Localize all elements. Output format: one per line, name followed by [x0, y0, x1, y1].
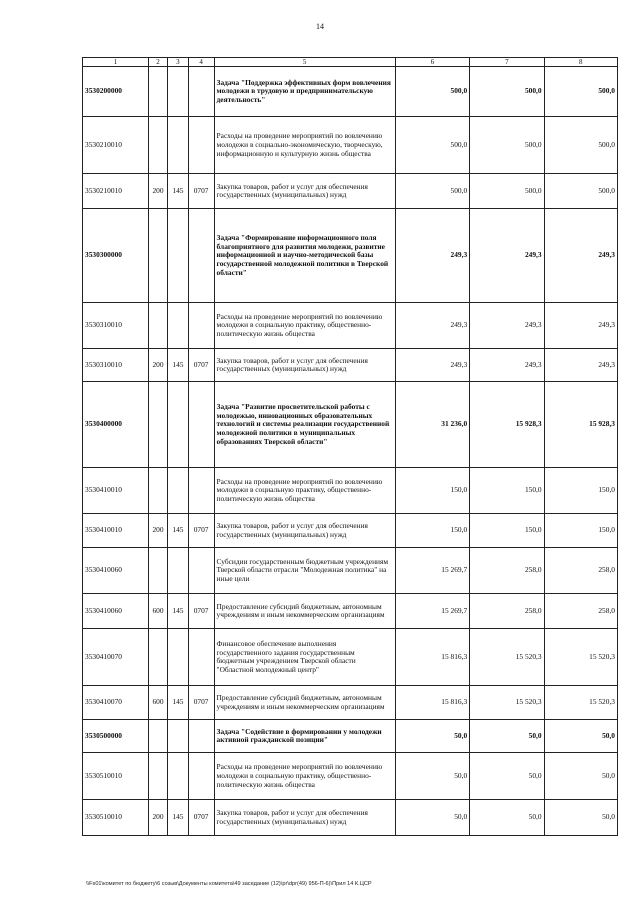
- cell: [148, 629, 167, 686]
- description-cell: Расходы на проведение мероприятий по вовлечению молодежи в социальную практику, общественно-политическую жизнь общества: [214, 753, 395, 800]
- description-cell: Задача "Формирование информационного поля благоприятного для развития молодежи, развитие информационной и научно-методической базы государственной молодежной политики в Тверской области": [214, 209, 395, 303]
- column-header: 5: [214, 58, 395, 67]
- cell: 200: [148, 800, 167, 836]
- cell: [148, 209, 167, 303]
- cell: [168, 629, 188, 686]
- table-row: [83, 209, 618, 303]
- cell: 145: [168, 514, 188, 548]
- cell: [168, 753, 188, 800]
- value-cell: 500,0: [470, 174, 544, 209]
- value-cell: 258,0: [544, 548, 617, 594]
- cell: 0707: [188, 800, 214, 836]
- value-cell: 15 520,3: [470, 629, 544, 686]
- description-cell: Задача "Поддержка эффективных форм вовлечения молодежи в трудовую и предпринимательскую деятельность": [214, 67, 395, 117]
- cell: [168, 720, 188, 753]
- cell: 200: [148, 514, 167, 548]
- value-cell: 249,3: [470, 303, 544, 349]
- value-cell: 15 520,3: [544, 629, 617, 686]
- cell: [148, 548, 167, 594]
- value-cell: 50,0: [544, 720, 617, 753]
- cell: 0707: [188, 514, 214, 548]
- code-cell: 3530410060: [83, 548, 149, 594]
- table-row: [83, 67, 618, 117]
- cell: [168, 468, 188, 514]
- cell: [168, 209, 188, 303]
- column-header: 3: [168, 58, 188, 67]
- value-cell: 150,0: [395, 514, 469, 548]
- value-cell: 15 269,7: [395, 594, 469, 629]
- cell: [168, 548, 188, 594]
- file-path-footer: \\Fs01\комитет по бюджету\6 созыв\Документы комитета\49 заседание (12)\pr\dpr(49) 956-П-6)\Прил 14 К.ЦСР: [86, 881, 372, 887]
- value-cell: 500,0: [395, 117, 469, 174]
- cell: 600: [148, 686, 167, 720]
- column-header: 2: [148, 58, 167, 67]
- value-cell: 500,0: [395, 67, 469, 117]
- table-row: [83, 349, 618, 382]
- value-cell: 500,0: [470, 117, 544, 174]
- value-cell: 50,0: [470, 720, 544, 753]
- column-header: 4: [188, 58, 214, 67]
- cell: 145: [168, 594, 188, 629]
- value-cell: 150,0: [395, 468, 469, 514]
- table-row: [83, 629, 618, 686]
- table-row: [83, 303, 618, 349]
- cell: [168, 382, 188, 468]
- cell: [148, 117, 167, 174]
- table-row: [83, 548, 618, 594]
- description-cell: Финансовое обеспечение выполнения государственного задания государственным бюджетным учреждением Тверской области "Областной молодежный центр": [214, 629, 395, 686]
- value-cell: 50,0: [544, 800, 617, 836]
- cell: 145: [168, 349, 188, 382]
- code-cell: 3530310010: [83, 303, 149, 349]
- description-cell: Предоставление субсидий бюджетным, автономным учреждениям и иным некоммерческим организациям: [214, 594, 395, 629]
- value-cell: 258,0: [544, 594, 617, 629]
- value-cell: 150,0: [544, 468, 617, 514]
- value-cell: 249,3: [470, 349, 544, 382]
- table-row: [83, 753, 618, 800]
- value-cell: 50,0: [470, 800, 544, 836]
- table-row: [83, 174, 618, 209]
- value-cell: 50,0: [395, 720, 469, 753]
- value-cell: 50,0: [395, 753, 469, 800]
- code-cell: 3530410070: [83, 686, 149, 720]
- table-row: [83, 594, 618, 629]
- cell: [188, 117, 214, 174]
- value-cell: 150,0: [470, 468, 544, 514]
- cell: 0707: [188, 594, 214, 629]
- table-row: [83, 468, 618, 514]
- description-cell: Субсидии государственным бюджетным учреждениям Тверской области отрасли "Молодежная политика" на иные цели: [214, 548, 395, 594]
- value-cell: 500,0: [470, 67, 544, 117]
- value-cell: 15 520,3: [544, 686, 617, 720]
- value-cell: 500,0: [544, 174, 617, 209]
- cell: [188, 548, 214, 594]
- code-cell: 3530310010: [83, 349, 149, 382]
- code-cell: 3530210010: [83, 117, 149, 174]
- column-header: 8: [544, 58, 617, 67]
- cell: [168, 67, 188, 117]
- code-cell: 3530400000: [83, 382, 149, 468]
- cell: 145: [168, 174, 188, 209]
- code-cell: 3530410060: [83, 594, 149, 629]
- value-cell: 249,3: [395, 209, 469, 303]
- cell: [188, 67, 214, 117]
- cell: [148, 753, 167, 800]
- code-cell: 3530510010: [83, 800, 149, 836]
- value-cell: 249,3: [544, 209, 617, 303]
- code-cell: 3530210010: [83, 174, 149, 209]
- value-cell: 150,0: [470, 514, 544, 548]
- value-cell: 500,0: [544, 117, 617, 174]
- table-row: [83, 720, 618, 753]
- code-cell: 3530410010: [83, 468, 149, 514]
- cell: [188, 303, 214, 349]
- description-cell: Закупка товаров, работ и услуг для обеспечения государственных (муниципальных) нужд: [214, 514, 395, 548]
- table-row: [83, 382, 618, 468]
- cell: 0707: [188, 686, 214, 720]
- cell: [148, 382, 167, 468]
- code-cell: 3530500000: [83, 720, 149, 753]
- cell: 200: [148, 349, 167, 382]
- description-cell: Задача "Содействие в формировании у молодежи активной гражданской позиции": [214, 720, 395, 753]
- value-cell: 15 816,3: [395, 629, 469, 686]
- cell: 145: [168, 800, 188, 836]
- code-cell: 3530300000: [83, 209, 149, 303]
- value-cell: 15 269,7: [395, 548, 469, 594]
- code-cell: 3530410070: [83, 629, 149, 686]
- table-row: [83, 686, 618, 720]
- description-cell: Закупка товаров, работ и услуг для обеспечения государственных (муниципальных) нужд: [214, 349, 395, 382]
- cell: [148, 468, 167, 514]
- description-cell: Расходы на проведение мероприятий по вовлечению молодежи в социальную практику, общественно-политическую жизнь общества: [214, 468, 395, 514]
- cell: 0707: [188, 349, 214, 382]
- value-cell: 31 236,0: [395, 382, 469, 468]
- description-cell: Расходы на проведение мероприятий по вовлечению молодежи в социально-экономическую, творческую, информационную и культурную жизнь общества: [214, 117, 395, 174]
- table-row: [83, 117, 618, 174]
- description-cell: Задача "Развитие просветительской работы с молодежью, инновационных образовательных технологий и системы реализации государственной молодежной политики в муниципальных образованиях Тверской области": [214, 382, 395, 468]
- description-cell: Закупка товаров, работ и услуг для обеспечения государственных (муниципальных) нужд: [214, 800, 395, 836]
- cell: 145: [168, 686, 188, 720]
- cell: [188, 753, 214, 800]
- cell: [168, 117, 188, 174]
- cell: 0707: [188, 174, 214, 209]
- value-cell: 150,0: [544, 514, 617, 548]
- value-cell: 50,0: [470, 753, 544, 800]
- column-header: 6: [395, 58, 469, 67]
- description-cell: Закупка товаров, работ и услуг для обеспечения государственных (муниципальных) нужд: [214, 174, 395, 209]
- cell: [148, 303, 167, 349]
- code-cell: 3530410010: [83, 514, 149, 548]
- value-cell: 15 928,3: [470, 382, 544, 468]
- cell: 600: [148, 594, 167, 629]
- column-header: 7: [470, 58, 544, 67]
- cell: [188, 382, 214, 468]
- cell: 200: [148, 174, 167, 209]
- value-cell: 249,3: [470, 209, 544, 303]
- code-cell: 3530200000: [83, 67, 149, 117]
- description-cell: Предоставление субсидий бюджетным, автономным учреждениям и иным некоммерческим организациям: [214, 686, 395, 720]
- cell: [148, 67, 167, 117]
- value-cell: 249,3: [395, 303, 469, 349]
- cell: [188, 209, 214, 303]
- table-row: [83, 514, 618, 548]
- column-header: 1: [83, 58, 149, 67]
- cell: [188, 468, 214, 514]
- cell: [168, 303, 188, 349]
- value-cell: 500,0: [395, 174, 469, 209]
- value-cell: 249,3: [544, 303, 617, 349]
- value-cell: 258,0: [470, 548, 544, 594]
- value-cell: 249,3: [395, 349, 469, 382]
- header-row: [83, 58, 618, 67]
- table-row: [83, 800, 618, 836]
- value-cell: 50,0: [395, 800, 469, 836]
- code-cell: 3530510010: [83, 753, 149, 800]
- value-cell: 249,3: [544, 349, 617, 382]
- value-cell: 258,0: [470, 594, 544, 629]
- description-cell: Расходы на проведение мероприятий по вовлечению молодежи в социальную практику, общественно-политическую жизнь общества: [214, 303, 395, 349]
- value-cell: 15 928,3: [544, 382, 617, 468]
- page-number: 14: [316, 22, 324, 31]
- budget-table: [82, 57, 618, 836]
- value-cell: 15 816,3: [395, 686, 469, 720]
- value-cell: 15 520,3: [470, 686, 544, 720]
- cell: [148, 720, 167, 753]
- cell: [188, 629, 214, 686]
- value-cell: 500,0: [544, 67, 617, 117]
- value-cell: 50,0: [544, 753, 617, 800]
- cell: [188, 720, 214, 753]
